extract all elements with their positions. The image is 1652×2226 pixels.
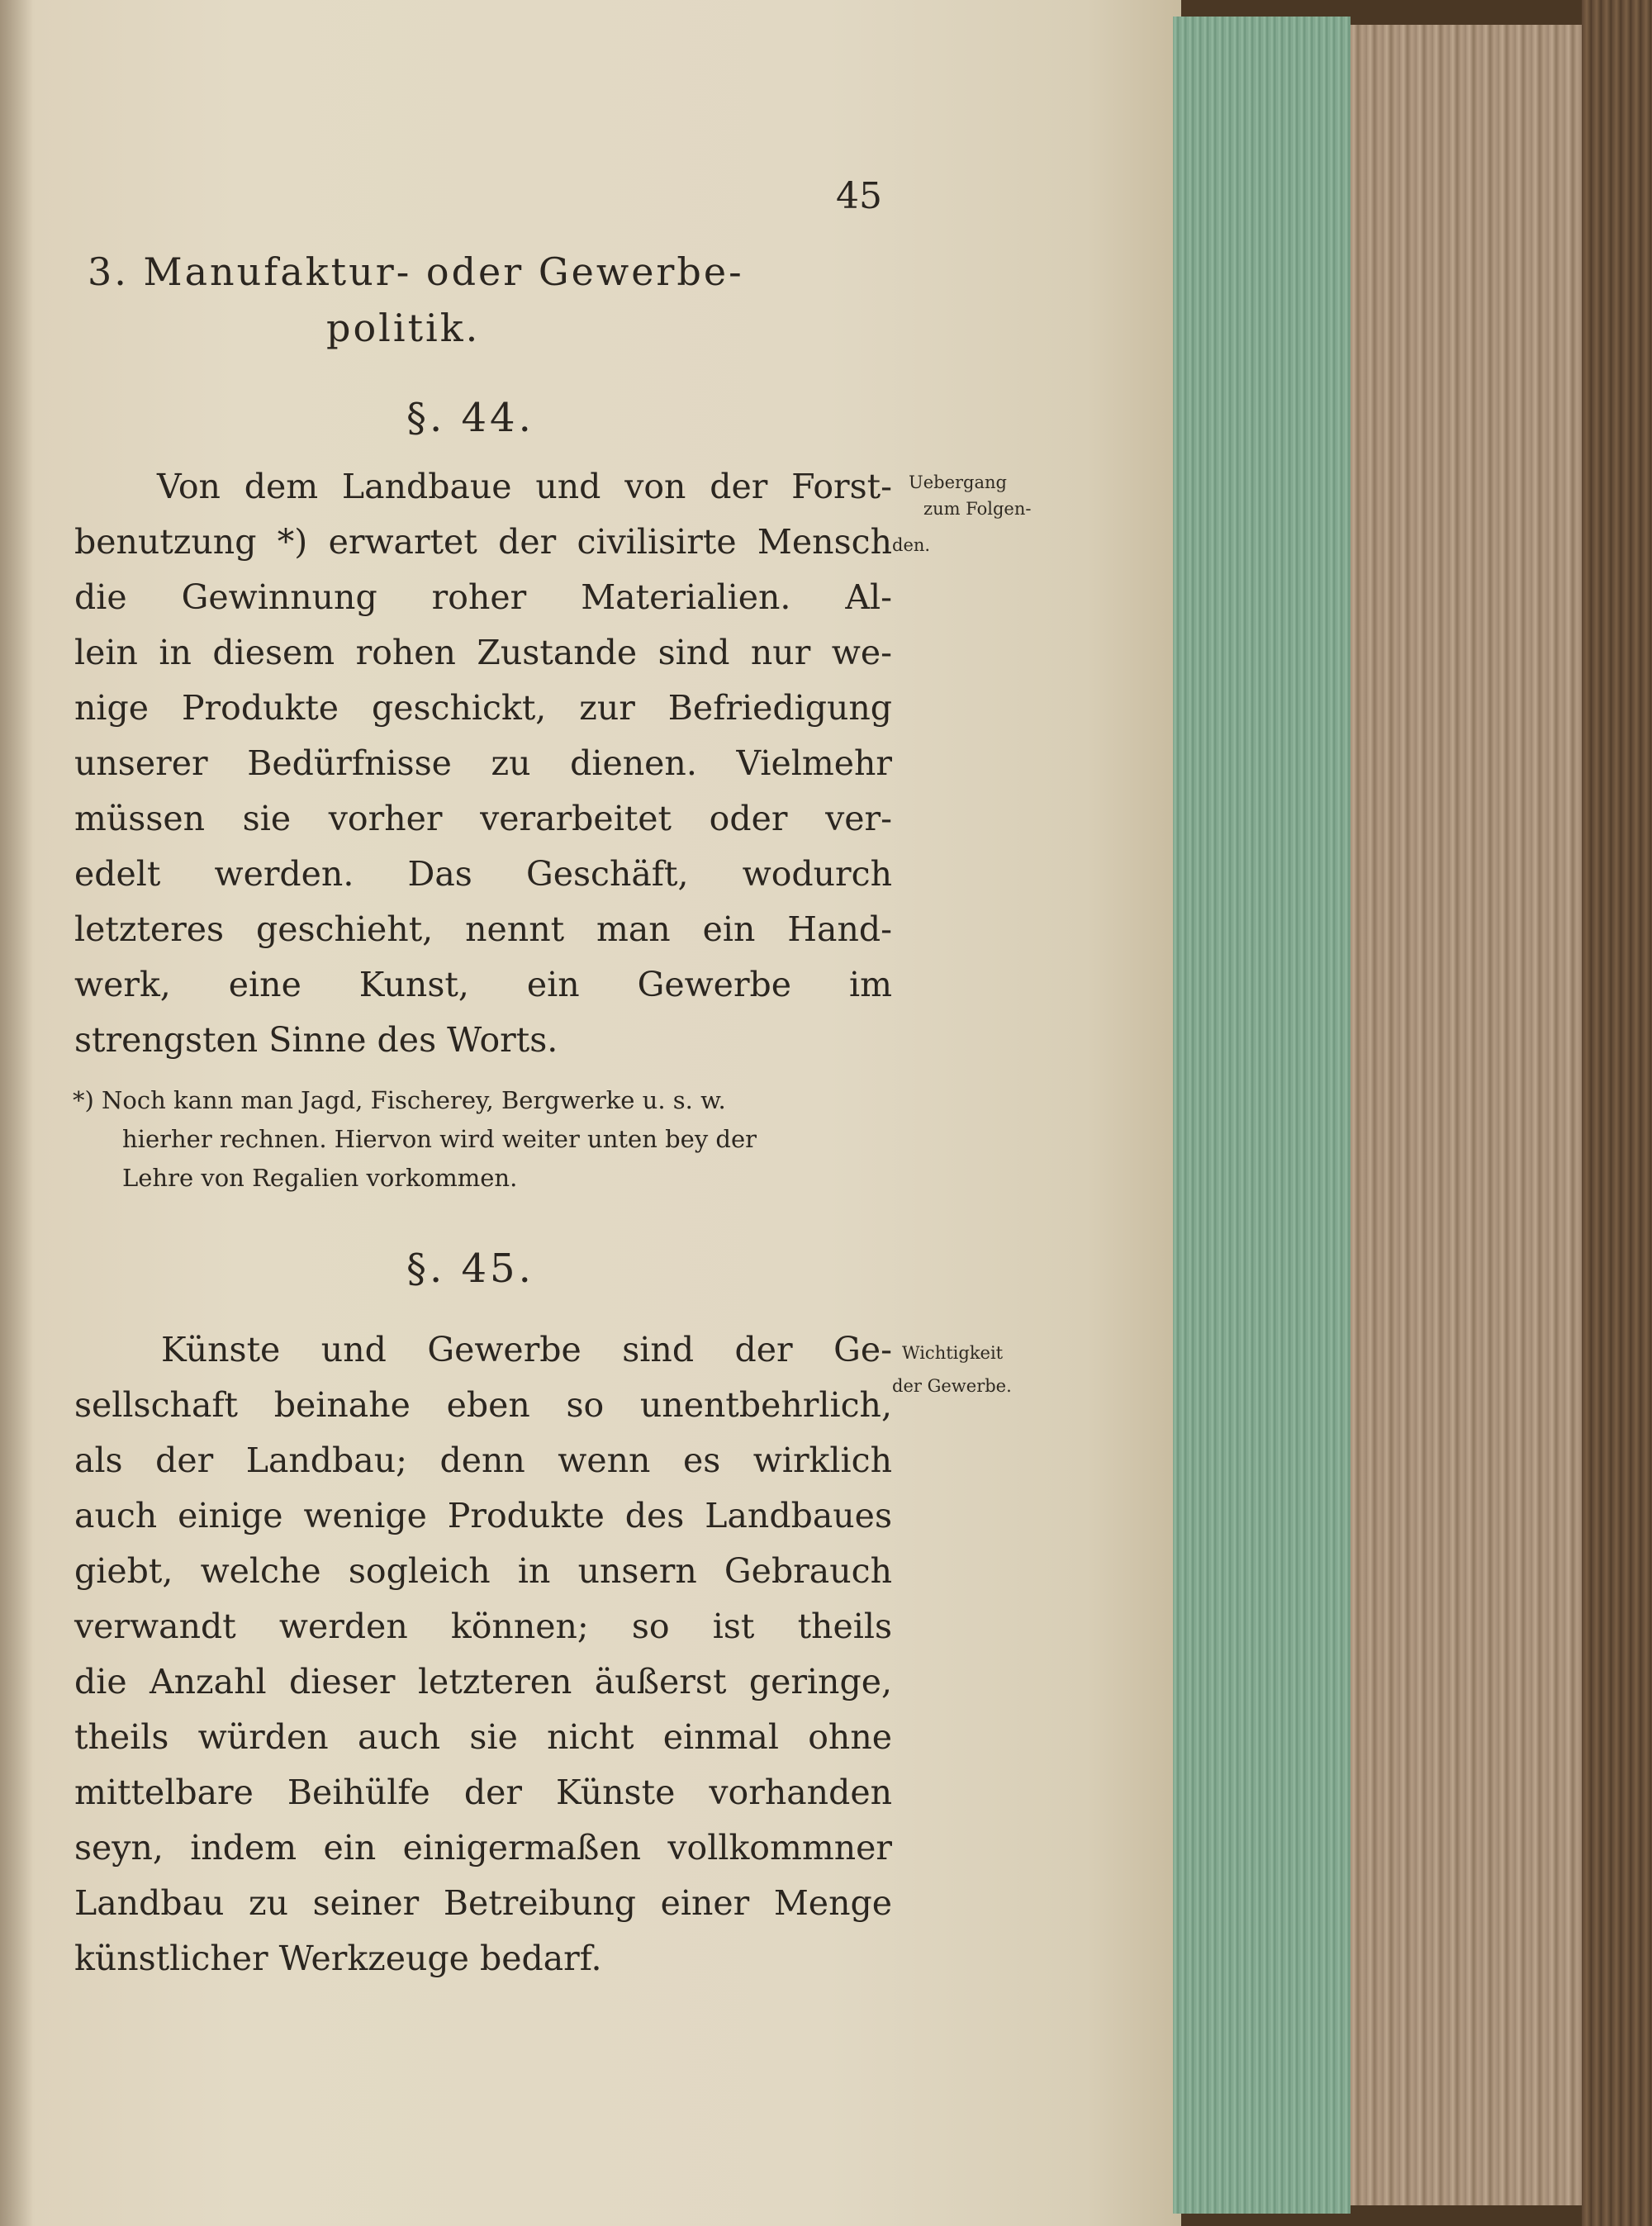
body-line: unserer Bedürfnisse zu dienen. Vielmehr <box>74 743 892 783</box>
body-line: theils würden auch sie nicht einmal ohne <box>74 1717 892 1757</box>
body-line: verwandt werden können; so ist theils <box>74 1607 892 1646</box>
body-line: letzteres geschieht, nennt man ein Hand- <box>74 909 892 949</box>
body-line: edelt werden. Das Geschäft, wodurch <box>74 854 892 894</box>
body-line: die Gewinnung roher Materialien. Al- <box>74 577 892 617</box>
body-line: nige Produkte geschickt, zur Befriedigung <box>74 688 892 728</box>
paper-page-edges <box>1351 25 1582 2205</box>
body-line: seyn, indem ein einigermaßen vollkommner <box>74 1828 892 1868</box>
margin-note-line: zum Folgen- <box>923 499 1032 519</box>
body-line: Landbau zu seiner Betreibung einer Menge <box>74 1883 892 1923</box>
body-line: Künste und Gewerbe sind der Ge- <box>161 1330 892 1369</box>
gutter-shadow <box>0 0 33 2226</box>
body-line: künstlicher Werkzeuge bedarf. <box>74 1939 602 1978</box>
body-line: lein in diesem rohen Zustande sind nur we- <box>74 633 892 672</box>
margin-note-line: Uebergang <box>909 472 1007 492</box>
body-line: Von dem Landbaue und von der Forst- <box>157 467 892 506</box>
body-line: die Anzahl dieser letzteren äußerst geringe, <box>74 1662 892 1702</box>
body-line: auch einige wenige Produkte des Landbaues <box>74 1496 892 1535</box>
body-line: benutzung *) erwartet der civilisirte Mensch <box>74 522 892 562</box>
chapter-title-line-1: 3. Manufaktur- oder Gewerbe- <box>88 249 744 294</box>
body-line: müssen sie vorher verarbeitet oder ver- <box>74 799 892 838</box>
footnote-line: hierher rechnen. Hiervon wird weiter unten bey der <box>122 1125 757 1153</box>
body-line: als der Landbau; denn wenn es wirklich <box>74 1440 892 1480</box>
margin-note-line: den. <box>892 535 931 555</box>
section-heading-45: §. 45. <box>406 1246 534 1292</box>
section-heading-44: §. 44. <box>406 395 534 441</box>
footnote-line: *) Noch kann man Jagd, Fischerey, Bergwerke u. s. w. <box>73 1086 726 1114</box>
body-line: strengsten Sinne des Worts. <box>74 1020 558 1060</box>
chapter-title-line-2: politik. <box>326 306 481 350</box>
book-cover-edge <box>1582 0 1652 2226</box>
body-line: giebt, welche sogleich in unsern Gebrauch <box>74 1551 892 1591</box>
body-line: mittelbare Beihülfe der Künste vorhanden <box>74 1773 892 1812</box>
gilt-page-edges <box>1173 17 1351 2214</box>
footnote-line: Lehre von Regalien vorkommen. <box>122 1164 518 1192</box>
page-number: 45 <box>836 175 882 217</box>
margin-note-line: der Gewerbe. <box>892 1376 1012 1396</box>
body-line: sellschaft beinahe eben so unentbehrlich, <box>74 1385 892 1425</box>
body-line: werk, eine Kunst, ein Gewerbe im <box>74 965 892 1004</box>
margin-note-line: Wichtigkeit <box>902 1343 1004 1363</box>
